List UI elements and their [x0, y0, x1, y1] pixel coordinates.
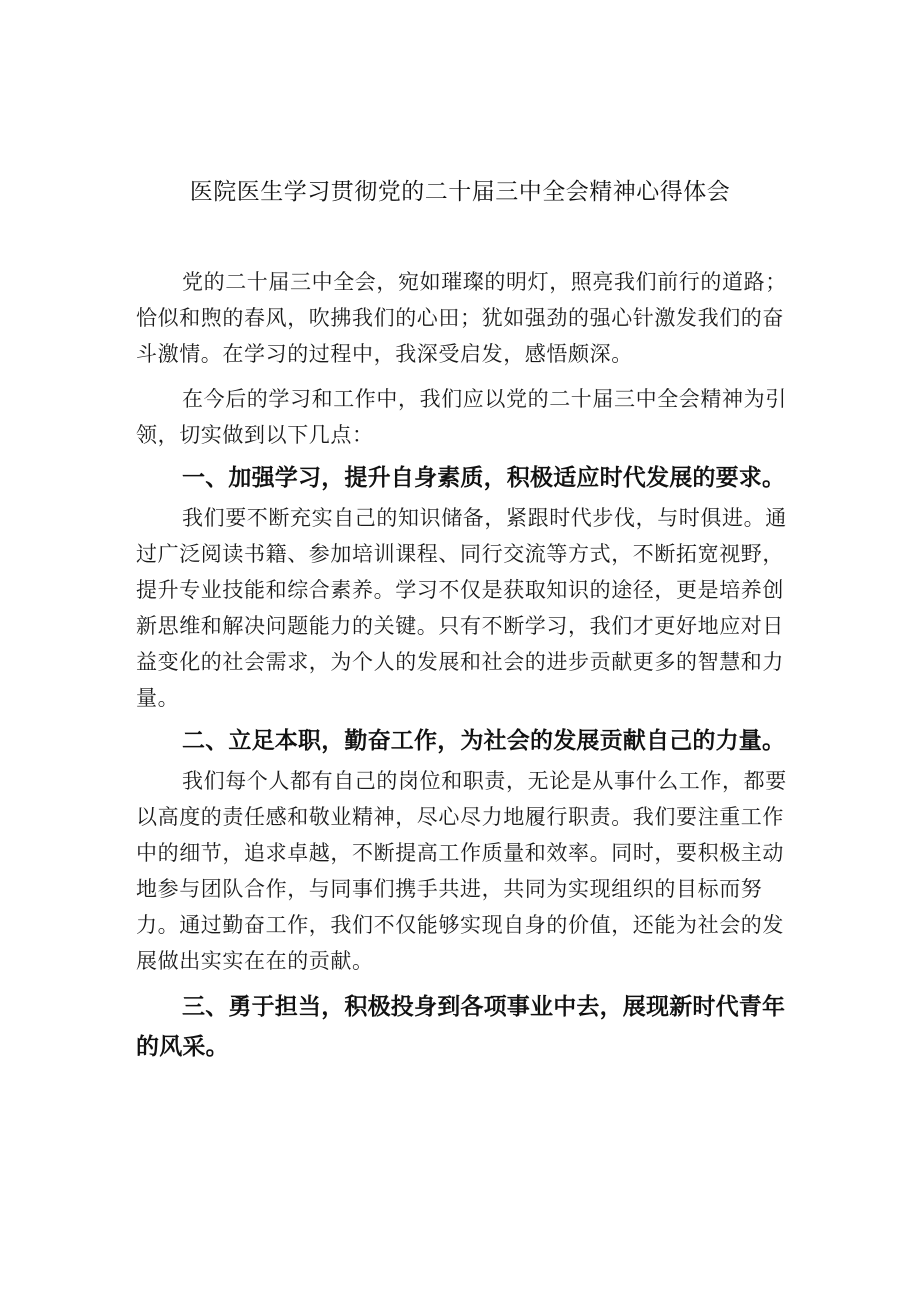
lead-paragraph: 在今后的学习和工作中，我们应以党的二十届三中全会精神为引领，切实做到以下几点： [136, 387, 787, 447]
intro-paragraph: 党的二十届三中全会，宛如璀璨的明灯，照亮我们前行的道路；恰似和煦的春风，吹拂我们的心田；犹如强劲的强心针激发我们的奋斗激情。在学习的过程中，我深受启发，感悟颇深。 [136, 270, 787, 366]
section-heading-2: 二、立足本职，勤奋工作，为社会的发展贡献自己的力量。 [182, 728, 786, 754]
section-text-2: 我们每个人都有自己的岗位和职责，无论是从事什么工作，都要以高度的责任感和敬业精神，尽心尽力地履行职责。我们要注重工作中的细节，追求卓越，不断提高工作质量和效率。同时，要积极主动地参与团队合作，与同事们携手共进，共同为实现组织的目标而努力。通过勤奋工作，我们不仅能够实现自身的价值，还能为社会的发展做出实实在在的贡献。 [136, 769, 787, 973]
section-heading-3: 三、勇于担当，积极投身到各项事业中去，展现新时代青年的风采。 [136, 994, 786, 1060]
section-text-1: 我们要不断充实自己的知识储备，紧跟时代步伐，与时俱进。通过广泛阅读书籍、参加培训课程、同行交流等方式，不断拓宽视野，提升专业技能和综合素养。学习不仅是获取知识的途径，更是培养创新思维和解决问题能力的关键。只有不断学习，我们才更好地应对日益变化的社会需求，为个人的发展和社会的进步贡献更多的智慧和力量。 [136, 506, 787, 710]
document-body [136, 264, 796, 1067]
section-heading-1: 一、加强学习，提升自身素质，积极适应时代发展的要求。 [182, 465, 786, 491]
document-title: 医院医生学习贯彻党的二十届三中全会精神心得体会 [189, 179, 731, 205]
